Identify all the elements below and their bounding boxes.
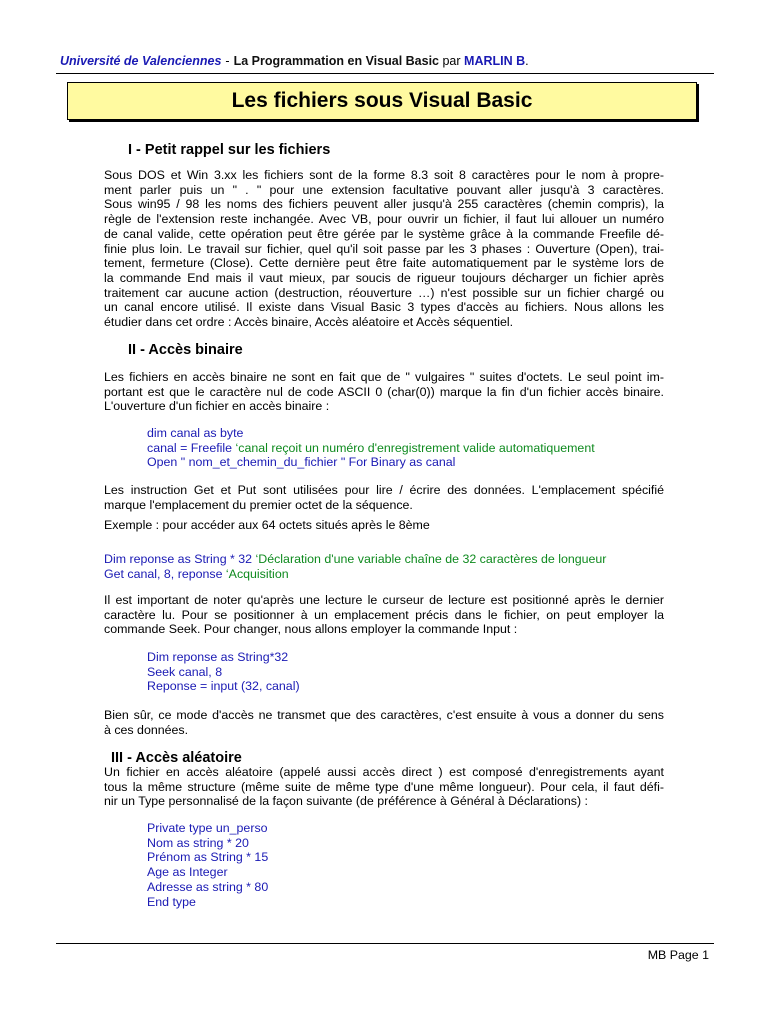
text-line: étudier dans cet ordre : Accès binaire, Accès aléatoire et Accès séquentiel.: [104, 315, 514, 330]
text-line: L'ouverture d'un fichier en accès binaire :: [104, 399, 330, 414]
code-comment: ‘Acquisition: [225, 566, 289, 581]
text-line: Bien sûr, ce mode d'accès ne transmet que des caractères, c'est ensuite à vous a donner du sens: [104, 708, 664, 722]
code-block-get: [104, 552, 606, 581]
code-line: Adresse as string * 80: [147, 879, 269, 894]
text-line: Les fichiers en accès binaire ne sont en fait que de " vulgaires " suites d'octets. Le seul point im-: [104, 370, 664, 384]
code-block-open-binary: [147, 426, 595, 470]
paragraph-binaire-intro: [104, 370, 664, 414]
code-text: Dim reponse as String * 32: [104, 552, 256, 566]
text-line: Sous win95 / 98 les noms des fichiers peuvent aller jusqu'à 255 caractères (chemin compris), la: [104, 197, 664, 212]
text-line: un canal encore utilisé. Il existe dans Visual Basic 3 types d'accès au fichiers. Nous allons les: [104, 300, 664, 315]
text-line: à ces données.: [104, 722, 189, 737]
text-line: ment parler puis un " . " pour une extension facultative pouvant aller jusqu'à 3 caractères.: [104, 182, 664, 197]
text-line: Exemple : pour accéder aux 64 octets situés après le 8ème: [104, 518, 430, 532]
code-text: Get canal, 8, reponse: [104, 566, 226, 581]
code-line: [104, 552, 606, 567]
header-separator: -: [225, 54, 230, 68]
header-dot: .: [525, 54, 529, 68]
paragraph-seek: [104, 593, 664, 637]
text-line: traitement car aucune action (destruction, réouverture …) n'est possible sur un fichier chargé ou: [104, 285, 664, 300]
text-line: Les instruction Get et Put sont utilisées pour lire / écrire des données. L'emplacement spécifié: [104, 483, 664, 497]
course-title: La Programmation en Visual Basic: [233, 54, 439, 68]
paragraph-binaire-outro: [104, 708, 664, 737]
text-line: Un fichier en accès aléatoire (appelé aussi accès direct ) est composé d'enregistrements ayant: [104, 765, 664, 779]
text-line: Sous DOS et Win 3.xx les fichiers sont de la forme 8.3 soit 8 caractères pour le nom à propre-: [104, 168, 664, 182]
section-heading-rappel: I - Petit rappel sur les fichiers: [128, 142, 331, 158]
code-text: canal = Freefile: [147, 440, 236, 455]
code-line: Nom as string * 20: [147, 835, 249, 850]
text-line: finie plus loin. Le travail sur fichier, quel qu'il soit passe par les 3 phases : Ouverture (Open), trai-: [104, 241, 664, 256]
section-heading-binaire: II - Accès binaire: [128, 342, 243, 358]
page-number: MB Page 1: [647, 948, 709, 962]
text-line: nir un Type personnalisé de la façon suivante (de préférence à Général à Déclarations) :: [104, 794, 588, 809]
code-line: Dim reponse as String*32: [147, 650, 289, 664]
code-block-input: [147, 650, 300, 694]
page-title: Les fichiers sous Visual Basic: [67, 82, 697, 120]
header-rule: [56, 73, 714, 74]
text-line: la commande End mais il vaut mieux, par soucis de rigueur toujours décharger un fichier après: [104, 270, 664, 285]
code-line: Private type un_perso: [147, 821, 268, 835]
code-line: Prénom as String * 15: [147, 850, 269, 865]
author-prefix: par: [442, 54, 461, 68]
text-line: portant est que le caractère nul de code ASCII 0 (char(0)) marque la fin d'un fichier accès binaire.: [104, 384, 664, 399]
text-line: tement, fermeture (Close). Cette dernière peut être faite automatiquement par le système lors de: [104, 256, 664, 271]
paragraph-rappel: [104, 168, 664, 330]
code-line: Reponse = input (32, canal): [147, 679, 300, 694]
code-line: [104, 567, 606, 582]
code-comment: ‘canal reçoit un numéro d'enregistrement valide automatiquement: [235, 440, 595, 455]
text-line: commande Seek. Pour changer, nous allons employer la commande Input :: [104, 622, 518, 637]
document-header: [60, 53, 710, 69]
university-name: Université de Valenciennes: [60, 54, 222, 68]
code-block-type: [147, 821, 268, 909]
text-line: de canal valide, cette opération peut être gérée par le système grâce à la commande Freefile dé-: [104, 226, 664, 241]
paragraph-aleatoire: [104, 765, 664, 809]
text-line: règle de l'extension reste inchangée. Avec VB, pour ouvrir un fichier, il faut lui allouer un numéro: [104, 212, 664, 227]
code-line: Age as Integer: [147, 865, 228, 880]
code-line: Open " nom_et_chemin_du_fichier " For Binary as canal: [147, 455, 456, 470]
author-name: MARLIN B: [464, 54, 526, 68]
code-line: [147, 441, 595, 456]
code-line: End type: [147, 894, 196, 909]
text-line: Il est important de noter qu'après une lecture le curseur de lecture est positionné après le dernier: [104, 593, 664, 607]
code-line: dim canal as byte: [147, 426, 244, 440]
text-line: tous la même structure (même suite de même type d'une même longueur). Pour cela, il faut défi-: [104, 779, 664, 794]
paragraph-get-put: [104, 483, 664, 512]
section-heading-aleatoire: III - Accès aléatoire: [111, 750, 242, 766]
paragraph-example: [104, 518, 664, 533]
code-line: Seek canal, 8: [147, 664, 223, 679]
text-line: caractère lu. Pour se positionner à un emplacement précis dans le fichier, on peut employer la: [104, 607, 664, 622]
code-comment: ‘Déclaration d'une variable chaîne de 32 caractères de longueur: [255, 552, 607, 566]
footer-rule: [56, 943, 714, 944]
text-line: marque l'emplacement du premier octet de la séquence.: [104, 497, 413, 512]
